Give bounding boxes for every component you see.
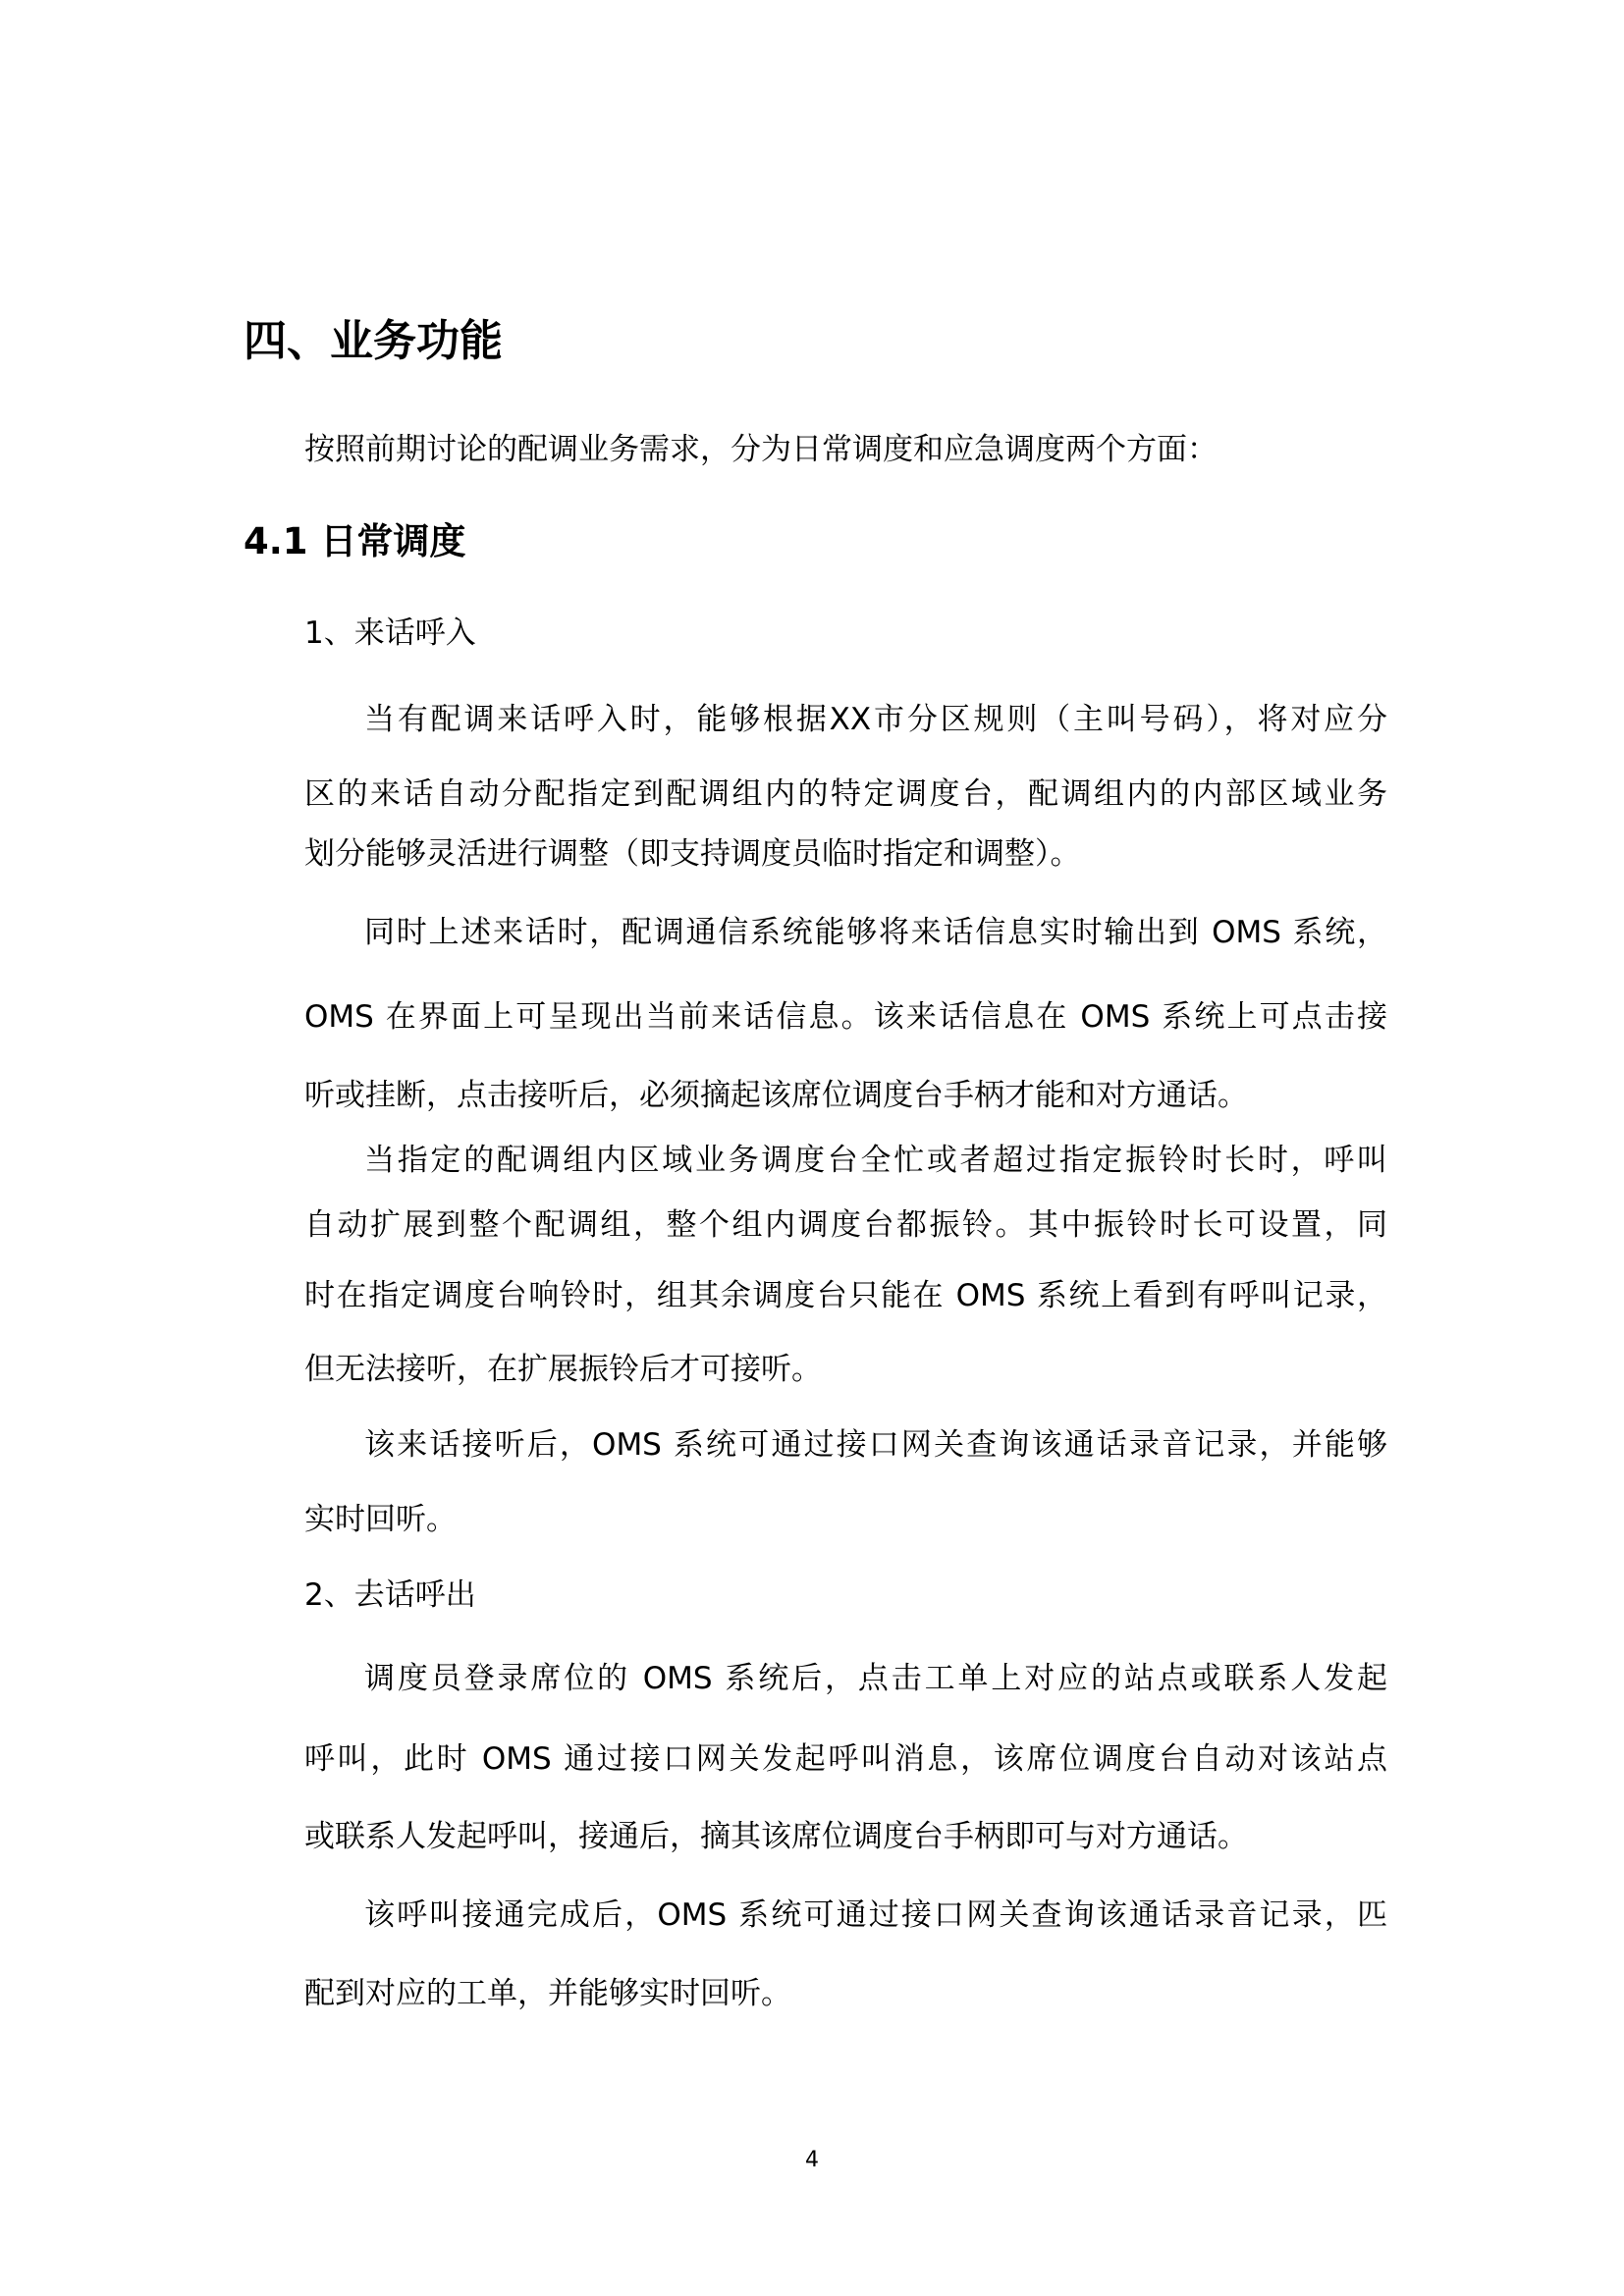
section-heading: 四、业务功能 xyxy=(244,316,503,366)
paragraph-line: 实时回听。 xyxy=(304,1502,457,1537)
item-1-title: 1、来话呼入 xyxy=(304,615,476,651)
paragraph-line: 区的来话自动分配指定到配调组内的特定调度台，配调组内的内部区域业务 xyxy=(304,776,1387,812)
paragraph-line: 或联系人发起呼叫，接通后，摘其该席位调度台手柄即可与对方通话。 xyxy=(304,1819,1248,1854)
paragraph-line: 同时上述来话时，配调通信系统能够将来话信息实时输出到 OMS 系统， xyxy=(364,915,1387,950)
subsection-heading: 4.1 日常调度 xyxy=(244,520,466,562)
paragraph-line: 听或挂断，点击接听后，必须摘起该席位调度台手柄才能和对方通话。 xyxy=(304,1078,1248,1113)
paragraph-line: 呼叫，此时 OMS 通过接口网关发起呼叫消息，该席位调度台自动对该站点 xyxy=(304,1741,1387,1777)
intro-paragraph: 按照前期讨论的配调业务需求，分为日常调度和应急调度两个方面： xyxy=(304,432,1218,467)
paragraph-line: 时在指定调度台响铃时，组其余调度台只能在 OMS 系统上看到有呼叫记录， xyxy=(304,1278,1387,1313)
paragraph-line: 调度员登录席位的 OMS 系统后，点击工单上对应的站点或联系人发起 xyxy=(364,1661,1387,1696)
paragraph-line: 当指定的配调组内区域业务调度台全忙或者超过指定振铃时长时，呼叫 xyxy=(364,1143,1387,1178)
paragraph-line: 该呼叫接通完成后，OMS 系统可通过接口网关查询该通话录音记录，匹 xyxy=(364,1897,1387,1933)
paragraph-line: 自动扩展到整个配调组，整个组内调度台都振铃。其中振铃时长可设置，同 xyxy=(304,1207,1387,1243)
item-2-title: 2、去话呼出 xyxy=(304,1577,476,1613)
paragraph-line: 该来话接听后，OMS 系统可通过接口网关查询该通话录音记录，并能够 xyxy=(364,1427,1387,1463)
paragraph-line: 当有配调来话呼入时，能够根据XX市分区规则（主叫号码），将对应分 xyxy=(364,702,1387,737)
paragraph-line: 配到对应的工单，并能够实时回听。 xyxy=(304,1976,791,2011)
paragraph-line: 但无法接听，在扩展振铃后才可接听。 xyxy=(304,1352,822,1387)
paragraph-line: OMS 在界面上可呈现出当前来话信息。该来话信息在 OMS 系统上可点击接 xyxy=(304,999,1387,1035)
paragraph-line: 划分能够灵活进行调整（即支持调度员临时指定和调整）。 xyxy=(304,836,1081,872)
page-number: 4 xyxy=(805,2148,819,2172)
